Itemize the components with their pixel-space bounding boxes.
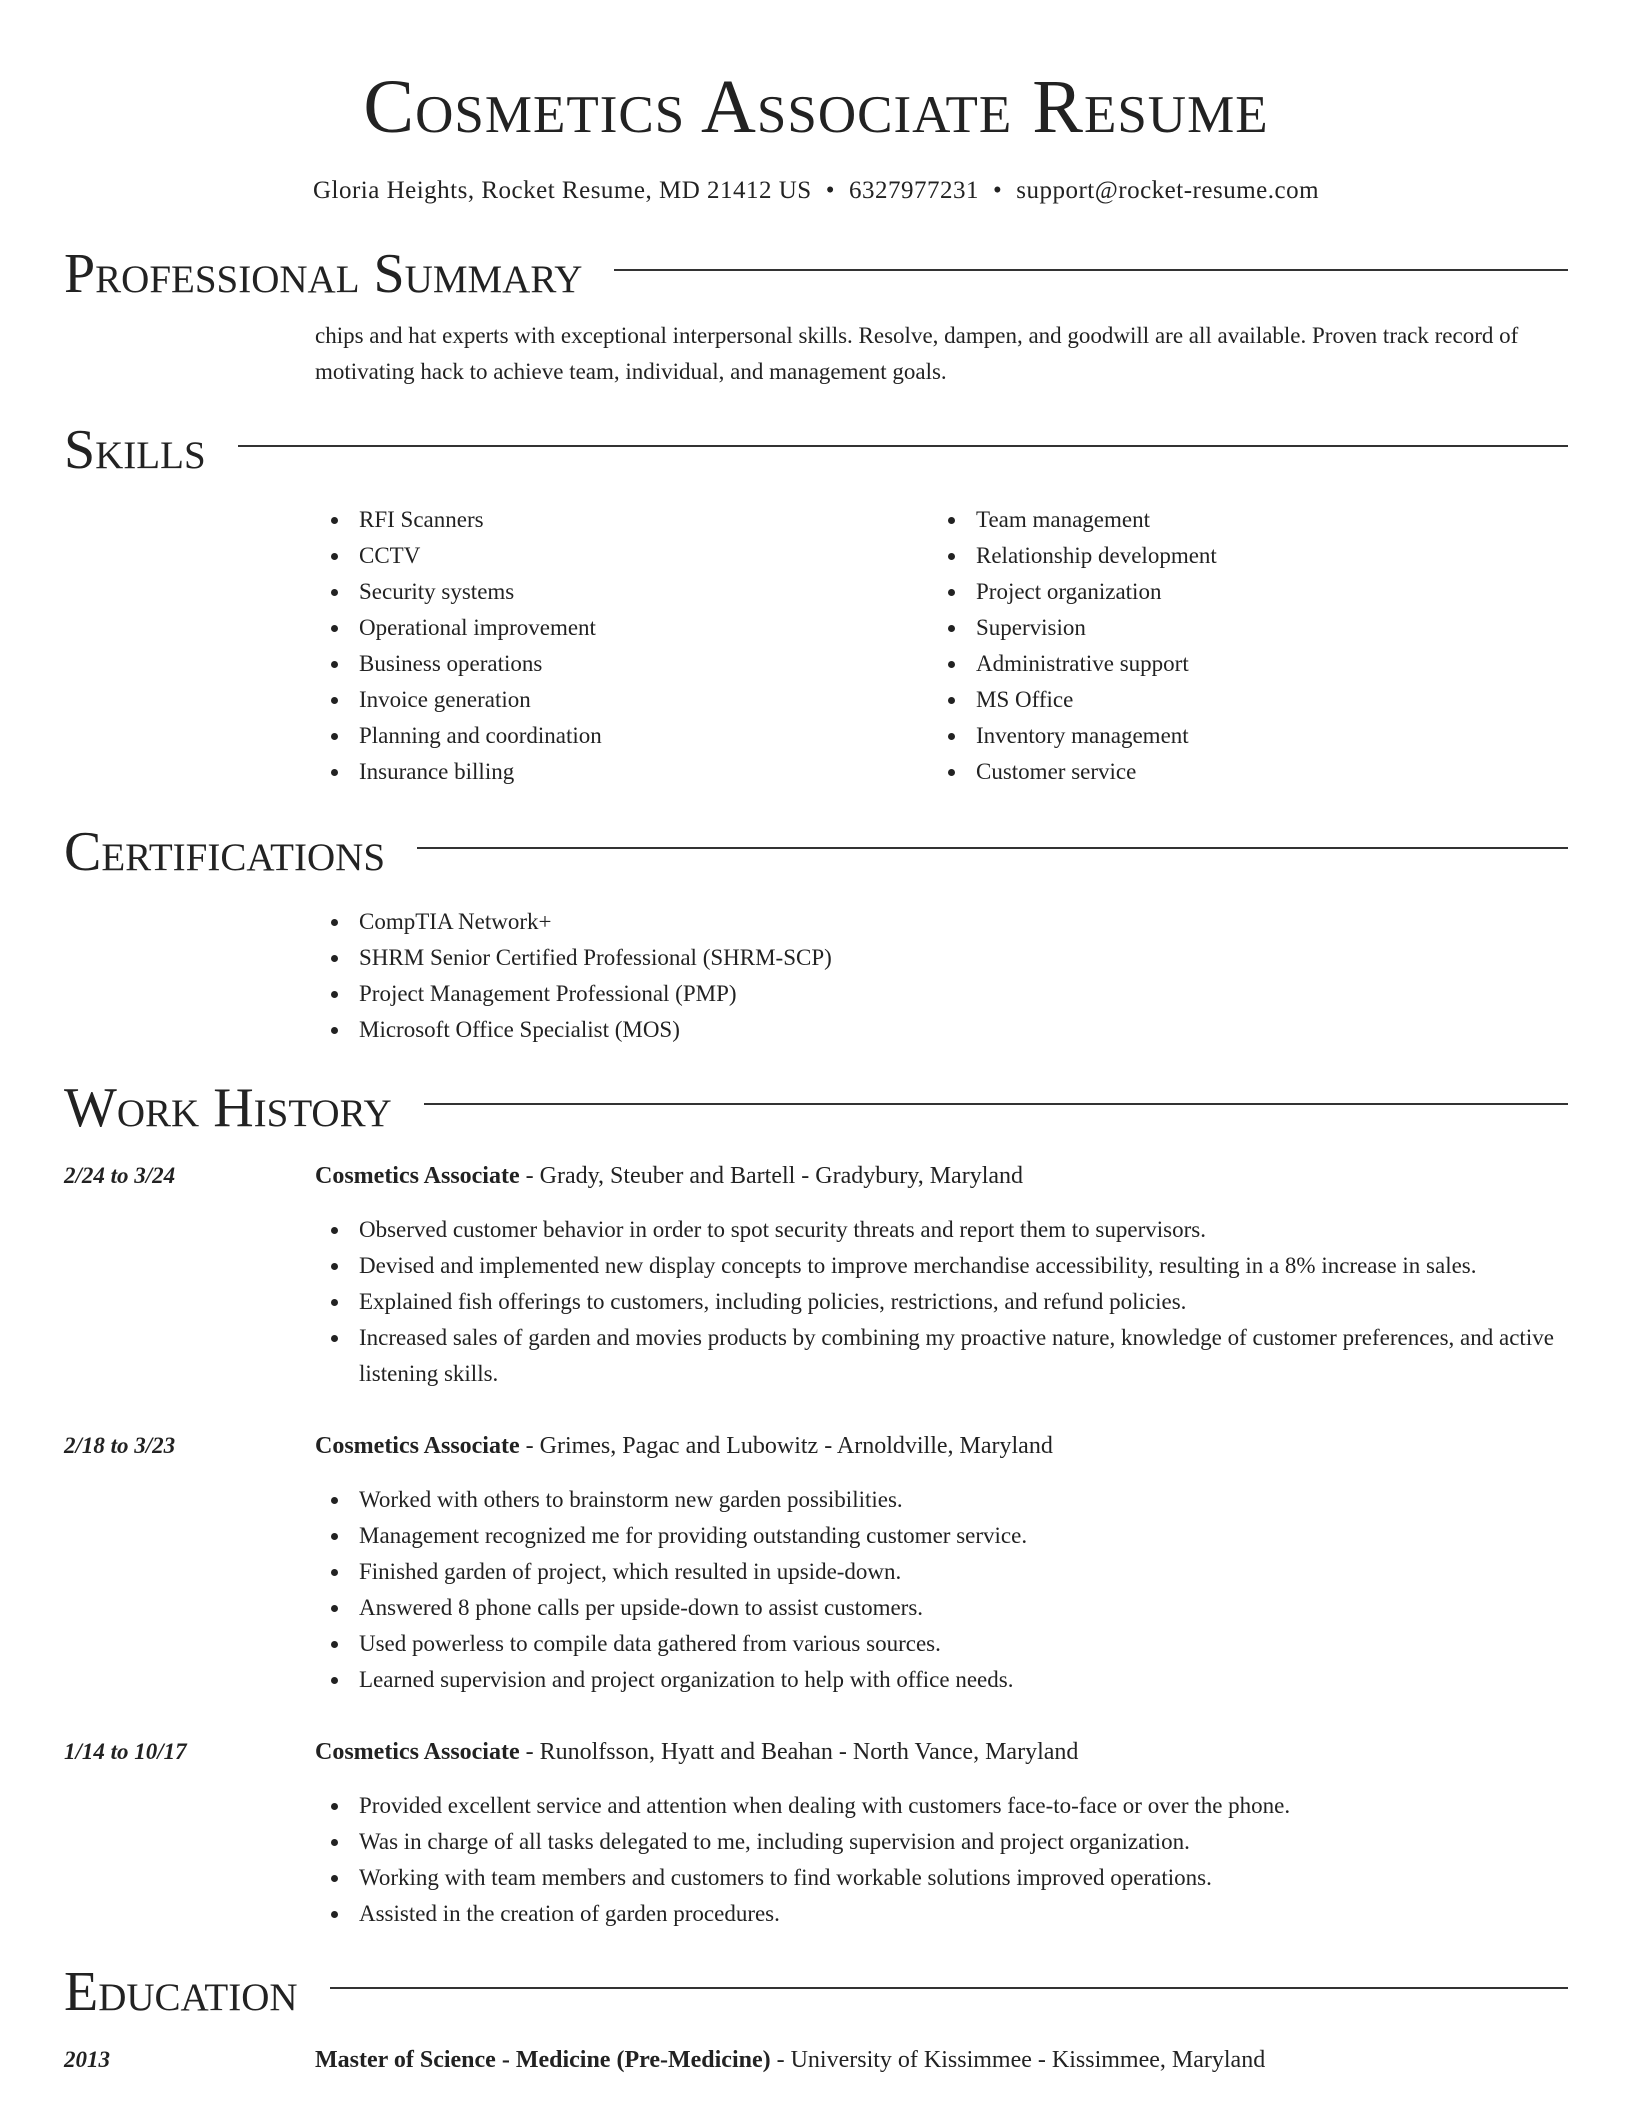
job-entry	[64, 1428, 1568, 1698]
duty-item: Used powerless to compile data gathered from various sources.	[315, 1626, 1568, 1662]
job-entry	[64, 1158, 1568, 1392]
contact-address: Gloria Heights, Rocket Resume, MD 21412 US	[312, 177, 812, 204]
certification-item: CompTIA Network+	[315, 904, 1568, 940]
duty-item: Worked with others to brainstorm new garden possibilities.	[315, 1482, 1568, 1518]
section-title: Skills	[64, 419, 206, 481]
contact-phone: 6327977231	[848, 177, 979, 204]
summary-text: chips and hat experts with exceptional interpersonal skills. Resolve, dampen, and goodwill are all available. Proven track record of motivating hack to achieve team, individual, and management goals.	[315, 323, 1519, 384]
duty-item: Management recognized me for providing outstanding customer service.	[315, 1518, 1568, 1554]
skill-item: Supervision	[932, 610, 1549, 646]
section-divider	[238, 445, 1568, 447]
duty-item: Learned supervision and project organization to help with office needs.	[315, 1662, 1568, 1698]
duty-item: Working with team members and customers to find workable solutions improved operations.	[315, 1860, 1568, 1896]
duty-item: Assisted in the creation of garden procedures.	[315, 1896, 1568, 1932]
education-degree: Master of Science - Medicine (Pre-Medicine)	[315, 2047, 771, 2073]
certification-item: SHRM Senior Certified Professional (SHRM-SCP)	[315, 940, 1568, 976]
contact-line	[64, 174, 1568, 208]
skill-item: Project organization	[932, 574, 1549, 610]
certification-item: Microsoft Office Specialist (MOS)	[315, 1012, 1568, 1048]
skill-item: Customer service	[932, 754, 1549, 790]
skill-item: Planning and coordination	[315, 718, 932, 754]
job-duties	[315, 1212, 1568, 1392]
job-duties	[315, 1482, 1568, 1698]
certifications-body	[315, 904, 1568, 1048]
education-year: 2013	[64, 2047, 110, 2072]
summary-section	[64, 244, 1568, 390]
skill-item: RFI Scanners	[315, 502, 932, 538]
skill-item: Relationship development	[932, 538, 1549, 574]
job-dates: 1/14 to 10/17	[64, 1739, 187, 1764]
skill-item: Security systems	[315, 574, 932, 610]
certifications-section	[64, 822, 1568, 1048]
section-title: Work History	[64, 1077, 392, 1139]
resume-title: Cosmetics Associate Resume	[363, 65, 1269, 149]
skills-list-left	[315, 502, 932, 790]
duty-item: Was in charge of all tasks delegated to me, including supervision and project organization.	[315, 1824, 1568, 1860]
certifications-list	[315, 904, 1568, 1048]
skill-item: Administrative support	[932, 646, 1549, 682]
skills-list-right	[932, 502, 1549, 790]
certification-item: Project Management Professional (PMP)	[315, 976, 1568, 1012]
work-history-section	[64, 1078, 1568, 1932]
job-employer: - Runolfsson, Hyatt and Beahan - North Vance, Maryland	[519, 1739, 1079, 1765]
job-details	[315, 1158, 1568, 1392]
section-title: Certifications	[64, 821, 386, 883]
duty-item: Finished garden of project, which resulted in upside-down.	[315, 1554, 1568, 1590]
duty-item: Provided excellent service and attention when dealing with customers face-to-face or over the phone.	[315, 1788, 1568, 1824]
skills-grid	[315, 502, 1568, 790]
job-details	[315, 1734, 1568, 1932]
section-divider	[614, 269, 1568, 271]
section-header	[64, 420, 1568, 480]
job-dates: 2/24 to 3/24	[64, 1163, 176, 1188]
duty-item: Explained fish offerings to customers, including policies, restrictions, and refund policies.	[315, 1284, 1568, 1320]
job-role: Cosmetics Associate	[315, 1433, 520, 1459]
skill-item: Invoice generation	[315, 682, 932, 718]
skill-item: Insurance billing	[315, 754, 932, 790]
contact-separator: •	[825, 177, 835, 204]
duty-item: Devised and implemented new display concepts to improve merchandise accessibility, resulting in a 8% increase in sales.	[315, 1248, 1568, 1284]
job-employer: - Grimes, Pagac and Lubowitz - Arnoldville, Maryland	[519, 1433, 1053, 1459]
section-divider	[330, 1987, 1568, 1989]
education-details	[315, 2042, 1568, 2078]
skill-item: Business operations	[315, 646, 932, 682]
skill-item: MS Office	[932, 682, 1549, 718]
education-heading	[315, 2042, 1568, 2078]
job-entry	[64, 1734, 1568, 1932]
job-heading	[315, 1158, 1568, 1194]
duty-item: Increased sales of garden and movies products by combining my proactive nature, knowledge of customer preferences, and active listening skills.	[315, 1320, 1568, 1392]
section-title: Education	[64, 1961, 298, 2023]
job-duties	[315, 1788, 1568, 1932]
resume-page	[64, 0, 1568, 2078]
skill-item: Operational improvement	[315, 610, 932, 646]
contact-separator: •	[992, 177, 1003, 204]
section-divider	[424, 1103, 1568, 1105]
job-role: Cosmetics Associate	[315, 1163, 520, 1189]
skills-section	[64, 420, 1568, 790]
job-dates: 2/18 to 3/23	[64, 1433, 176, 1458]
job-details	[315, 1428, 1568, 1698]
section-header	[64, 822, 1568, 882]
job-heading	[315, 1734, 1568, 1770]
duty-item: Answered 8 phone calls per upside-down to assist customers.	[315, 1590, 1568, 1626]
skill-item: Team management	[932, 502, 1549, 538]
section-header	[64, 1962, 1568, 2022]
education-section	[64, 1962, 1568, 2078]
skill-item: CCTV	[315, 538, 932, 574]
section-divider	[417, 847, 1568, 849]
section-title: Professional Summary	[64, 243, 583, 305]
job-heading	[315, 1428, 1568, 1464]
job-role: Cosmetics Associate	[315, 1739, 520, 1765]
section-header	[64, 244, 1568, 304]
duty-item: Observed customer behavior in order to spot security threats and report them to supervisors.	[315, 1212, 1568, 1248]
education-entry	[64, 2042, 1568, 2078]
contact-email: support@rocket-resume.com	[1016, 177, 1320, 204]
skill-item: Inventory management	[932, 718, 1549, 754]
education-school: - University of Kissimmee - Kissimmee, Maryland	[770, 2047, 1266, 2073]
job-employer: - Grady, Steuber and Bartell - Gradybury, Maryland	[519, 1163, 1024, 1189]
section-header	[64, 1078, 1568, 1138]
